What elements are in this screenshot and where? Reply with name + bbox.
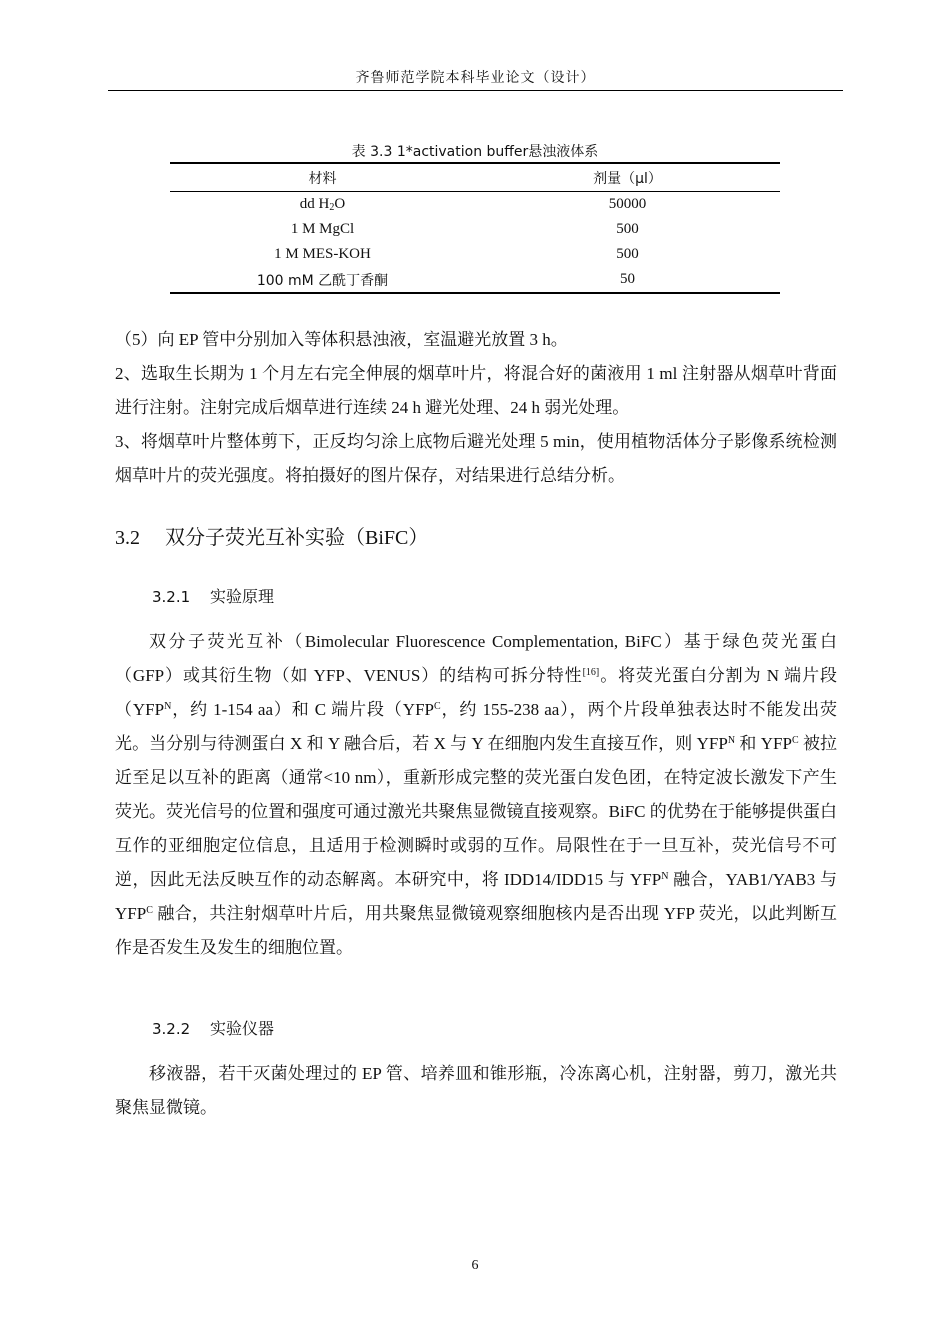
amount-cell: 500 <box>616 221 639 237</box>
subsection-number: 3.2.1 <box>152 588 191 606</box>
amount-cell: 500 <box>616 246 639 262</box>
principle-paragraph: 双分子荧光互补（Bimolecular Fluorescence Complementation, BiFC）基于绿色荧光蛋白（GFP）或其衍生物（如 YFP、VENUS）的结构可拆分特性[16]。将荧光蛋白分割为 N 端片段（$YFP^N$，约 1-154 aa）和 C 端片段（$YFP^C$，约 155-238 aa），两个片段单独表达时不能发出荧光。当分别与待测蛋白 X 和 Y 融合后，若 X 与 Y 在细胞内发生直接互作，则 $YFP^N$ 和 $YFP^C$ 被拉近至足以互补的距离（通常<10 nm），重新形成完整的荧光蛋白发色团，在特定波长激发下产生荧光。荧光信号的位置和强度可通过激光共聚焦显微镜直接观察。BiFC 的优势在于能够提供蛋白互作的亚细胞定位信息，且适用于检测瞬时或弱的互作。局限性在于一旦互补，荧光信号不可逆，因此无法反映互作的动态解离。本研究中，将 IDD14/IDD15 与 $YFP^N$ 融合，YAB1/YAB3 与 $YFP^C$ 融合，共注射烟草叶片后，用共聚焦显微镜观察细胞核内是否出现 YFP 荧光，以此判断互作是否发生及发生的细胞位置。 <box>115 632 838 957</box>
subsection-title: 实验原理 <box>210 589 275 606</box>
table-row <box>170 192 780 218</box>
section-title: 双分子荧光互补实验（BiFC） <box>165 527 429 549</box>
subsection-heading <box>152 1016 274 1039</box>
material-cell: 100 mM 乙酰丁香酮 <box>256 272 389 289</box>
step-5: （5）向 EP 管中分别加入等体积悬浊液，室温避光放置 3 h。 <box>115 330 568 349</box>
table-row <box>170 242 780 267</box>
step-2: 2、选取生长期为 1 个月左右完全伸展的烟草叶片，将混合好的菌液用 1 ml 注射器从烟草叶背面进行注射。注射完成后烟草进行连续 24 h 避光处理、24 h 弱光处理。 <box>115 364 837 417</box>
step-3: 3、将烟草叶片整体剪下，正反均匀涂上底物后避光处理 5 min，使用植物活体分子影像系统检测烟草叶片的荧光强度。将拍摄好的图片保存，对结果进行总结分析。 <box>115 432 837 485</box>
buffer-table <box>170 162 780 294</box>
citation: [16] <box>582 667 600 678</box>
subsection-heading <box>152 584 274 607</box>
header-rule <box>108 90 843 91</box>
column-header-amount: 剂量（μl） <box>593 170 662 187</box>
table-row <box>170 217 780 242</box>
table-header-row <box>170 163 780 192</box>
material-cell: 1 M MES-KOH <box>274 246 371 262</box>
amount-cell: 50 <box>620 271 635 287</box>
section-heading <box>115 521 428 550</box>
amount-cell: 50000 <box>608 196 647 212</box>
instruments-paragraph: 移液器，若干灭菌处理过的 EP 管、培养皿和锥形瓶，冷冻离心机，注射器，剪刀，激光共聚焦显微镜。 <box>115 1064 837 1117</box>
column-header-material: 材料 <box>308 170 337 187</box>
subsection-number: 3.2.2 <box>152 1020 191 1038</box>
table-row <box>170 267 780 293</box>
table-caption: 表 3.3 1*activation buffer悬浊液体系 <box>351 144 599 160</box>
subsection-title: 实验仪器 <box>210 1021 275 1038</box>
material-cell: 1 M MgCl <box>290 221 355 237</box>
running-header: 齐鲁师范学院本科毕业论文（设计） <box>355 70 596 86</box>
material-cell: dd $H_2O$ <box>299 196 346 213</box>
section-number: 3.2 <box>115 527 140 549</box>
page-number: 6 <box>471 1258 479 1273</box>
